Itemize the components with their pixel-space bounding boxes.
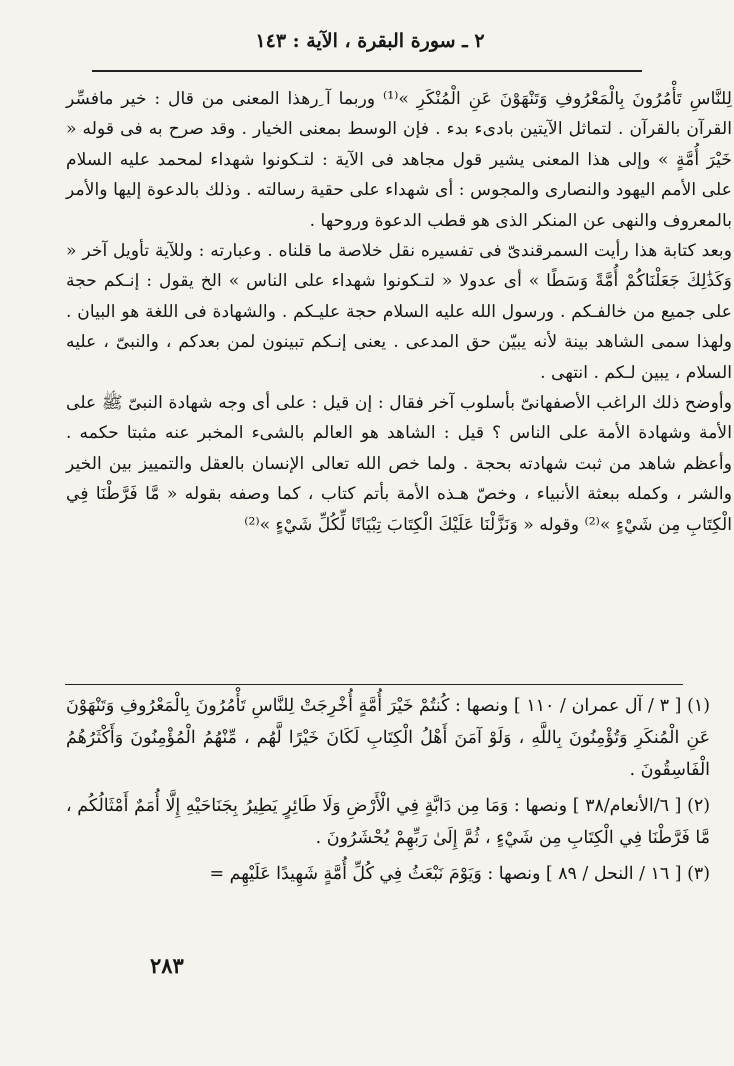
footnote-text: [ ٦/الأنعام/٣٨ ] ونصها : وَمَا مِن دَابَّةٍ فِي الْأَرْضِ وَلَا طَائِرٍ يَطِيرُ بِجَنَاحَيْهِ إِلَّا أُمَمٌ أَمْثَالُكُم ، مَّا فَرَّطْنَا فِي الْكِتَابِ مِن شَيْءٍ ، ثُمَّ إِلَىٰ رَبِّهِمْ يُحْشَرُونَ .	[66, 796, 710, 848]
footnote-number: (٣)	[687, 864, 710, 884]
page-number: ٢٨٣	[150, 953, 184, 978]
footnotes	[66, 690, 710, 894]
paragraph-2: وبعد كتابة هذا رأيت السمرقندىّ فى تفسيره نقل خلاصة ما قلناه . وعبارته : وللآية تأويل آخر « وَكَذَٰلِكَ جَعَلْنَاكُمْ أُمَّةً وَسَطًا » أى عدولا « لتـكونوا شهداء على الناس » الخ يقول : إنـكم حجة على جميع من خالفـكم . ورسول الله عليه السلام حجة عليـكم . والشهادة فى اللغة هو البيان . ولهذا سمى الشاهد بينة لأنه يبيّن حق المدعى . يعنى إنـكم تبينون لمن بعدكم ، والنبىّ ، عليه السلام ، يبين لـكم . انتهى .	[66, 241, 732, 383]
footnote-3	[66, 858, 710, 890]
footnote-number: (١)	[687, 696, 710, 716]
footnote-text: [ ١٦ / النحل / ٨٩ ] ونصها : وَيَوْمَ نَبْعَثُ فِي كُلِّ أُمَّةٍ شَهِيدًا عَلَيْهِم =	[209, 864, 682, 884]
footnote-rule	[65, 684, 683, 685]
running-header: ٢ ـ سورة البقرة ، الآية : ١٤٣	[255, 30, 485, 52]
paragraph-3: وأوضح ذلك الراغب الأصفهانىّ بأسلوب آخر فقال : إن قيل : على أى وجه شهادة النبىّ ﷺ على الأمة وشهادة الأمة على الناس ؟ قيل : الشاهد هو العالم بالشىء المخبر عنه مثبتا حكمه . وأعظم شاهد من ثبت شهادته بحجة . ولما خص الله تعالى الإنسان بالعقل والتمييز بين الخير والشر ، وكمله ببعثة الأنبياء ، وخصّ هـذه الأمة بأتم كتاب ، كما وصفه بقوله « مَّا فَرَّطْنَا فِي الْكِتَابِ مِن شَيْءٍ »⁽²⁾ وقوله « وَنَزَّلْنَا عَلَيْكَ الْكِتَابَ تِبْيَانًا لِّكُلِّ شَيْءٍ »⁽²⁾	[66, 393, 732, 535]
footnote-number: (٢)	[687, 796, 710, 816]
footnote-2	[66, 790, 710, 854]
main-text	[66, 84, 732, 540]
footnote-1	[66, 690, 710, 786]
paragraph-1: لِلنَّاسِ تَأْمُرُونَ بِالْمَعْرُوفِ وَتَنْهَوْنَ عَنِ الْمُنْكَرِ »⁽¹⁾ وربما آ ِرهذا المعنى من قال : خير مافسِّر القرآن بالقرآن . لتماثل الآيتين بادىء بدء . فإن الوسط بمعنى الخيار . وقد صرح به فى قوله « خَيْرَ أُمَّةٍ » وإلى هذا المعنى يشير قول مجاهد فى الآية : لتـكونوا شهداء لمحمد عليه السلام على الأمم اليهود والنصارى والمجوس : أى شهداء على حقية رسالته . وذلك بالدعوة إليها والأمر بالمعروف والنهى عن المنكر الذى هو قطب الدعوة وروحها .	[66, 89, 732, 231]
footnote-text: [ ٣ / آل عمران / ١١٠ ] ونصها : كُنتُمْ خَيْرَ أُمَّةٍ أُخْرِجَتْ لِلنَّاسِ تَأْمُرُونَ بِالْمَعْرُوفِ وَتَنْهَوْنَ عَنِ الْمُنكَرِ وَتُؤْمِنُونَ بِاللَّهِ ، وَلَوْ آمَنَ أَهْلُ الْكِتَابِ لَكَانَ خَيْرًا لَّهُم ، مِّنْهُمُ الْمُؤْمِنُونَ وَأَكْثَرُهُمُ الْفَاسِقُونَ .	[66, 696, 710, 780]
header-rule	[92, 70, 642, 72]
